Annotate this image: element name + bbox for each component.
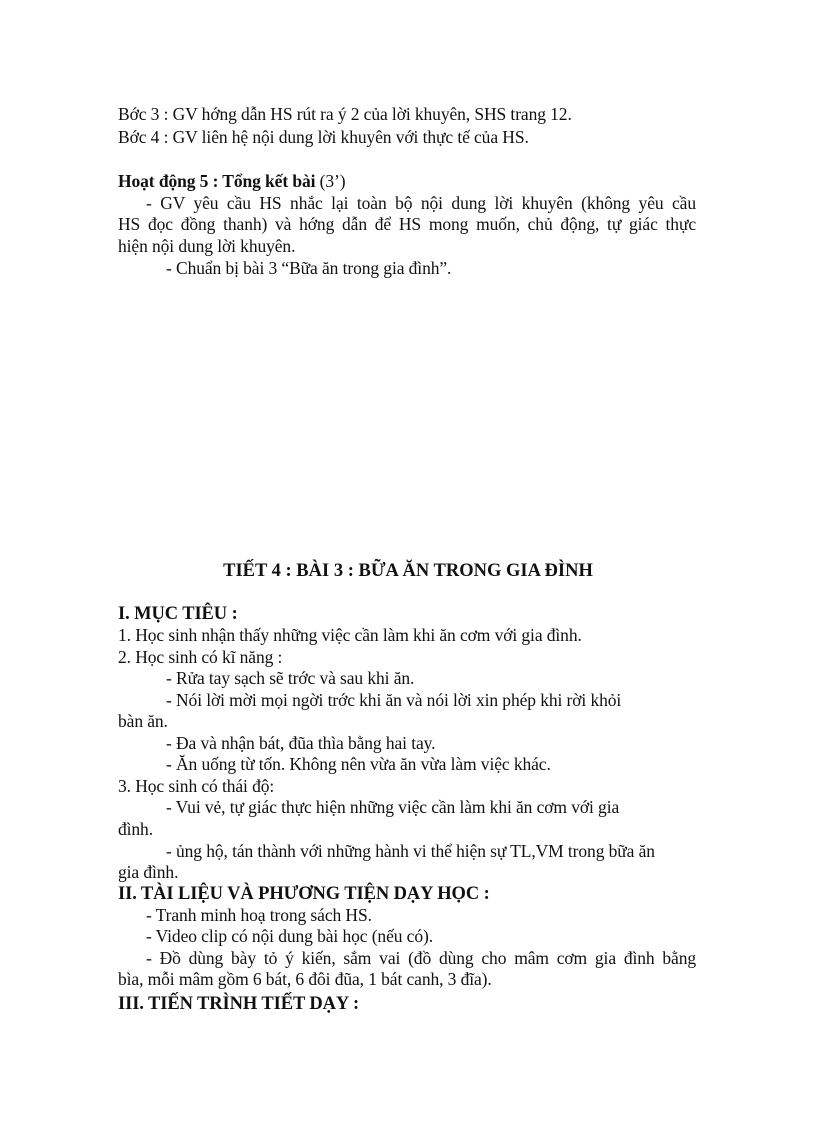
activity-5-p1-line2: HS đọc đồng thanh) và hớng dẫn để HS mong muốn, chủ động, tự giác thực [118,214,696,234]
activity-5-p2: - Chuẩn bị bài 3 “Bữa ăn trong gia đình”. [166,258,452,278]
material-1: - Tranh minh hoạ trong sách HS. [146,905,372,925]
lesson-title: TIẾT 4 : BÀI 3 : BỮA ĂN TRONG GIA ĐÌNH [223,561,593,581]
objective-3: 3. Học sinh có thái độ: [118,776,275,796]
attitude-1-line1: - Vui vẻ, tự giác thực hiện những việc cần làm khi ăn cơm với gia [166,797,620,817]
step-3-line: Bớc 3 : GV hớng dẫn HS rút ra ý 2 của lời khuyên, SHS trang 12. [118,104,572,124]
attitude-2-line2: gia đình. [118,862,179,882]
objective-2: 2. Học sinh có kĩ năng : [118,647,283,667]
skill-4: - Ăn uống từ tốn. Không nên vừa ăn vừa làm việc khác. [166,754,551,774]
section-3-heading: III. TIẾN TRÌNH TIẾT DẠY : [118,994,360,1014]
skill-1: - Rửa tay sạch sẽ trớc và sau khi ăn. [166,668,415,688]
skill-2-line1: - Nói lời mời mọi ngời trớc khi ăn và nói lời xin phép khi rời khỏi [166,690,622,710]
activity-5-title: Hoạt động 5 : Tổng kết bài [118,171,316,191]
attitude-1-line2: đình. [118,819,153,839]
material-3-line2: bìa, mỗi mâm gồm 6 bát, 6 đôi đũa, 1 bát canh, 3 đĩa). [118,969,492,989]
section-1-heading: I. MỤC TIÊU : [118,604,238,624]
step-4-line: Bớc 4 : GV liên hệ nội dung lời khuyên với thực tế của HS. [118,127,529,147]
activity-5-time: (3’) [315,171,346,191]
material-3-line1: - Đồ dùng bày tỏ ý kiến, sắm vai (đồ dùng cho mâm cơm gia đình bằng [146,948,696,968]
attitude-2-line1: - ủng hộ, tán thành với những hành vi thể hiện sự TL,VM trong bữa ăn [166,841,655,861]
skill-3: - Đa và nhận bát, đũa thìa bằng hai tay. [166,733,436,753]
section-2-heading: II. TÀI LIỆU VÀ PHƯƠNG TIỆN DẠY HỌC : [118,884,490,904]
material-2: - Video clip có nội dung bài học (nếu có). [146,926,433,946]
activity-5-p1-line1: - GV yêu cầu HS nhắc lại toàn bộ nội dung lời khuyên (không yêu cầu [146,193,696,213]
activity-5-p1-line3: hiện nội dung lời khuyên. [118,236,296,256]
activity-5-heading [118,170,346,192]
skill-2-line2: bàn ăn. [118,711,168,731]
objective-1: 1. Học sinh nhận thấy những việc cần làm khi ăn cơm với gia đình. [118,625,582,645]
